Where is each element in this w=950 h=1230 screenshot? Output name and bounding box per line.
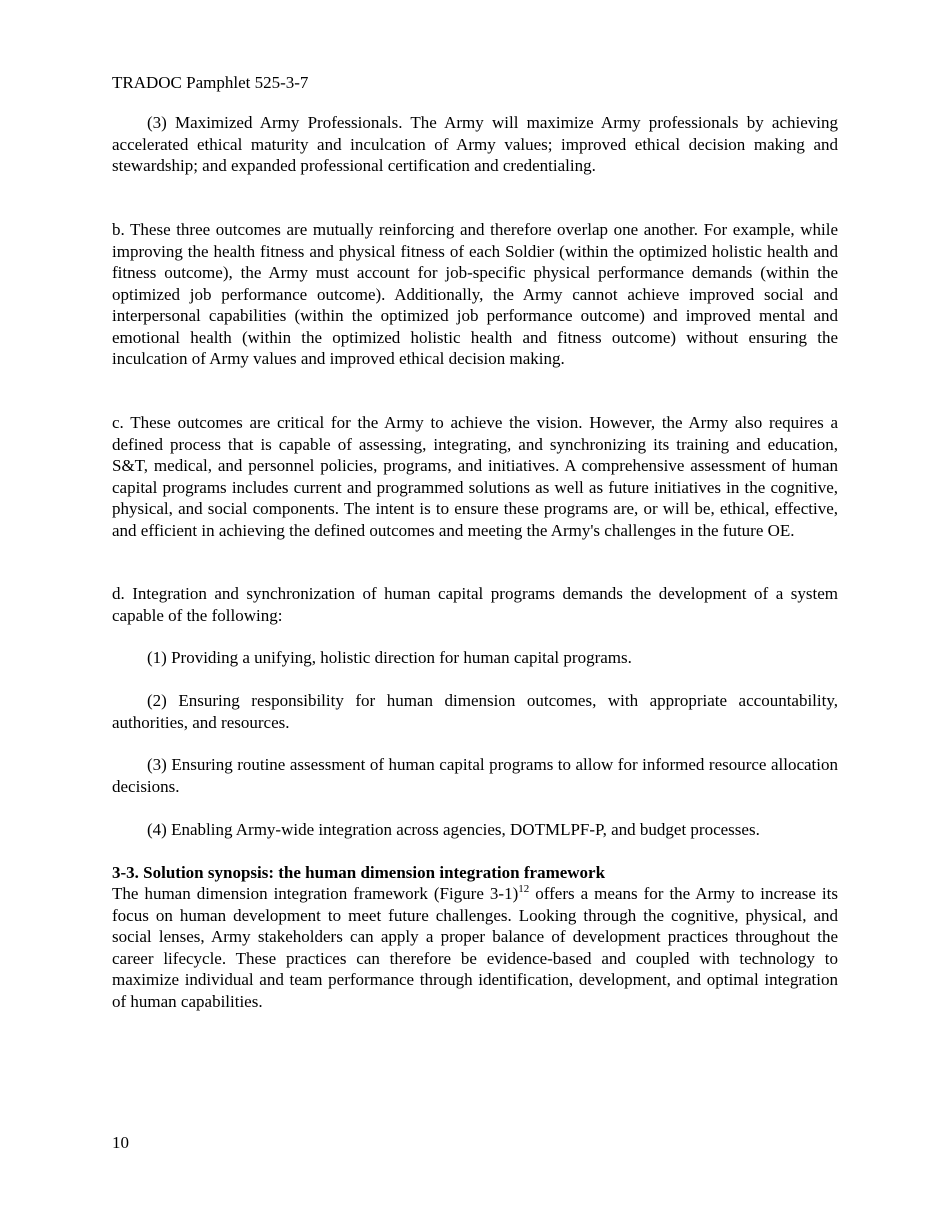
list-item-d4: (4) Enabling Army-wide integration across agencies, DOTMLPF-P, and budget processes. <box>147 820 760 839</box>
list-item-d3: (3) Ensuring routine assessment of human capital programs to allow for informed resource allocation decisions. <box>112 755 838 796</box>
section-body-text-start: The human dimension integration framework (Figure 3-1) <box>112 884 519 903</box>
paragraph-a3: (3) Maximized Army Professionals. The Army will maximize Army professionals by achieving accelerated ethical maturity and inculcation of Army values; improved ethical decision making and stewardship; and expanded professional certification and credentialing. <box>112 113 838 175</box>
section-body <box>112 883 838 1012</box>
list-item-d2: (2) Ensuring responsibility for human dimension outcomes, with appropriate accountability, authorities, and resources. <box>112 691 838 732</box>
paragraph-b: b. These three outcomes are mutually reinforcing and therefore overlap one another. For example, while improving the health fitness and physical fitness of each Soldier (within the optimized holistic health and fitness outcome), the Army must account for job-specific physical performance demands (within the optimized job performance outcome). Additionally, the Army cannot achieve improved social and interpersonal capabilities (within the optimized job performance outcome) and improved mental and emotional health (within the optimized holistic health and fitness outcome) without ensuring the inculcation of Army values and improved ethical decision making. <box>112 220 838 368</box>
footnote-reference[interactable]: 12 <box>518 883 530 895</box>
page-header: TRADOC Pamphlet 525-3-7 <box>112 73 309 92</box>
section-heading: 3-3. Solution synopsis: the human dimension integration framework <box>112 863 606 882</box>
paragraph-c: c. These outcomes are critical for the Army to achieve the vision. However, the Army also requires a defined process that is capable of assessing, integrating, and synchronizing its training and education, S&T, medical, and personnel policies, programs, and initiatives. A comprehensive assessment of human capital programs includes current and programmed solutions as well as future initiatives in the cognitive, physical, and social components. The intent is to ensure these programs are, or will be, ethical, effective, and efficient in achieving the defined outcomes and meeting the Army's challenges in the future OE. <box>112 413 838 540</box>
page-number: 10 <box>112 1133 129 1152</box>
paragraph-d: d. Integration and synchronization of human capital programs demands the development of a system capable of the following: <box>112 584 838 625</box>
list-item-d1: (1) Providing a unifying, holistic direction for human capital programs. <box>147 648 632 667</box>
section-body-text-end: offers a means for the Army to increase its focus on human development to meet future challenges. Looking through the cognitive, physical, and social lenses, Army stakeholders can apply a proper balance of development practices throughout the career lifecycle. These practices can therefore be evidence-based and coupled with technology to maximize individual and team performance through identification, development, and optimal integration of human capabilities. <box>112 884 838 1011</box>
